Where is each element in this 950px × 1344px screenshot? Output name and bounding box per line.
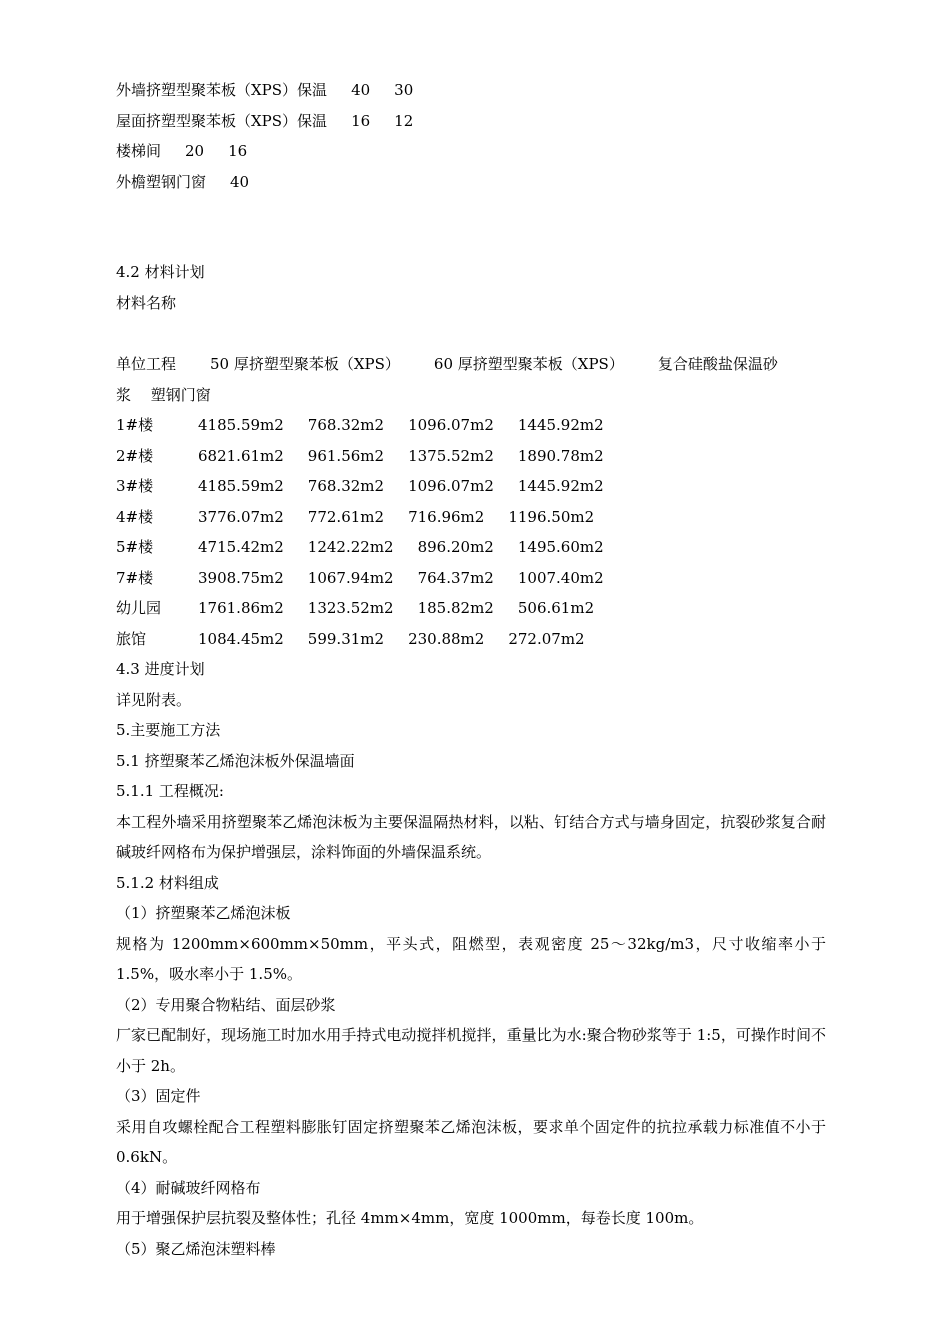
material-table-row — [116, 593, 826, 624]
row-label: 幼儿园 — [116, 599, 162, 617]
thickness-value-b: 12 — [394, 111, 414, 130]
row-value: 896.20m2 — [417, 538, 494, 556]
thickness-item — [116, 75, 826, 106]
row-value: 6821.61m2 — [198, 446, 284, 465]
row-value: 185.82m2 — [417, 599, 494, 617]
thickness-name: 外檐塑钢门窗 — [116, 172, 207, 191]
row-value: 1084.45m2 — [198, 629, 284, 648]
material-4-title: （4）耐碱玻纤网格布 — [116, 1178, 261, 1197]
row-value: 599.31m2 — [307, 629, 385, 648]
row-value: 1445.92m2 — [517, 416, 604, 434]
section-5-title: 5.主要施工方法 — [116, 721, 221, 739]
material-5-title: （5）聚乙烯泡沫塑料棒 — [116, 1239, 276, 1258]
material-table-header-cont: 浆 塑钢门窗 — [116, 385, 211, 404]
header-cell: 复合硅酸盐保温砂 — [657, 355, 778, 373]
header-cell: 60 厚挤塑型聚苯板（XPS） — [433, 355, 624, 373]
section-5-1-1-title: 5.1.1 工程概况: — [116, 782, 224, 800]
material-1-text: 规格为 1200mm×600mm×50mm，平头式，阻燃型，表观密度 25～32kg/m3，尺寸收缩率小于 1.5%，吸水率小于 1.5%。 — [116, 934, 826, 983]
section-4-3-title: 4.3 进度计划 — [116, 660, 205, 678]
thickness-value-a: 40 — [230, 172, 250, 191]
thickness-item — [116, 106, 826, 137]
row-label: 1#楼 — [116, 416, 154, 434]
row-value: 1323.52m2 — [307, 599, 394, 617]
section-4-3-text: 详见附表。 — [116, 690, 192, 709]
material-table-row — [116, 471, 826, 502]
row-label: 旅馆 — [116, 629, 147, 648]
thickness-value-a: 40 — [351, 81, 371, 99]
thickness-list — [116, 75, 826, 197]
row-value: 3908.75m2 — [198, 568, 284, 587]
row-label: 3#楼 — [116, 477, 154, 495]
document-page — [116, 75, 826, 1264]
row-value: 768.32m2 — [307, 477, 385, 495]
row-label: 2#楼 — [116, 446, 154, 465]
material-3-title: （3）固定件 — [116, 1087, 201, 1105]
thickness-name: 楼梯间 — [116, 142, 162, 160]
thickness-value-b: 30 — [394, 81, 414, 99]
thickness-item — [116, 167, 826, 198]
row-value: 1445.92m2 — [517, 477, 604, 495]
row-value: 1761.86m2 — [198, 599, 284, 617]
thickness-value-a: 16 — [351, 111, 371, 130]
row-value: 1067.94m2 — [307, 568, 394, 587]
material-4-text: 用于增强保护层抗裂及整体性；孔径 4mm×4mm，宽度 1000mm，每卷长度 100m。 — [116, 1209, 704, 1227]
material-2-title: （2）专用聚合物粘结、面层砂浆 — [116, 995, 336, 1014]
row-value: 772.61m2 — [307, 507, 385, 526]
material-name-label: 材料名称 — [116, 293, 177, 312]
row-value: 1242.22m2 — [307, 538, 394, 556]
header-cell: 50 厚挤塑型聚苯板（XPS） — [210, 355, 400, 373]
material-table-row — [116, 532, 826, 563]
material-table-row — [116, 502, 826, 533]
spacer — [116, 318, 826, 349]
thickness-name: 外墙挤塑型聚苯板（XPS）保温 — [116, 81, 328, 99]
material-2-text: 厂家已配制好，现场施工时加水用手持式电动搅拌机搅拌，重量比为水:聚合物砂浆等于 1:5，可操作时间不小于 2h。 — [116, 1026, 826, 1075]
section-5-1-title: 5.1 挤塑聚苯乙烯泡沫板外保温墙面 — [116, 751, 355, 770]
section-5-1-2-title: 5.1.2 材料组成 — [116, 873, 219, 892]
row-value: 272.07m2 — [508, 629, 585, 648]
material-table-row — [116, 563, 826, 594]
row-label: 7#楼 — [116, 568, 154, 587]
thickness-name: 屋面挤塑型聚苯板（XPS）保温 — [116, 111, 328, 130]
row-value: 230.88m2 — [408, 629, 485, 648]
spacer — [116, 197, 826, 257]
row-value: 1890.78m2 — [517, 446, 604, 465]
row-value: 3776.07m2 — [198, 507, 284, 526]
material-table-row — [116, 410, 826, 441]
row-value: 1495.60m2 — [517, 538, 604, 556]
row-value: 4715.42m2 — [198, 538, 284, 556]
row-value: 506.61m2 — [517, 599, 595, 617]
thickness-value-b: 16 — [228, 142, 248, 160]
row-value: 4185.59m2 — [198, 416, 284, 434]
row-value: 1007.40m2 — [517, 568, 604, 587]
row-value: 1196.50m2 — [508, 507, 595, 526]
material-table-header — [116, 349, 826, 380]
material-3-text: 采用自攻螺栓配合工程塑料膨胀钉固定挤塑聚苯乙烯泡沫板，要求单个固定件的抗拉承载力标准值不小于 0.6kN。 — [116, 1117, 826, 1166]
row-value: 768.32m2 — [307, 416, 385, 434]
row-value: 1096.07m2 — [408, 416, 494, 434]
header-cell: 单位工程 — [116, 355, 177, 373]
material-table-body — [116, 410, 826, 654]
row-label: 5#楼 — [116, 538, 154, 556]
row-value: 716.96m2 — [408, 507, 485, 526]
thickness-value-a: 20 — [185, 142, 205, 160]
row-value: 1096.07m2 — [408, 477, 494, 495]
row-value: 764.37m2 — [417, 568, 494, 587]
row-value: 961.56m2 — [307, 446, 385, 465]
material-table-row — [116, 624, 826, 655]
row-value: 1375.52m2 — [408, 446, 494, 465]
material-1-title: （1）挤塑聚苯乙烯泡沫板 — [116, 904, 291, 922]
section-4-2-title: 4.2 材料计划 — [116, 263, 205, 281]
material-table-row — [116, 441, 826, 472]
thickness-item — [116, 136, 826, 167]
section-5-1-1-text: 本工程外墙采用挤塑聚苯乙烯泡沫板为主要保温隔热材料，以粘、钉结合方式与墙身固定，抗裂砂浆复合耐碱玻纤网格布为保护增强层，涂料饰面的外墙保温系统。 — [116, 812, 826, 861]
row-label: 4#楼 — [116, 507, 154, 526]
row-value: 4185.59m2 — [198, 477, 284, 495]
